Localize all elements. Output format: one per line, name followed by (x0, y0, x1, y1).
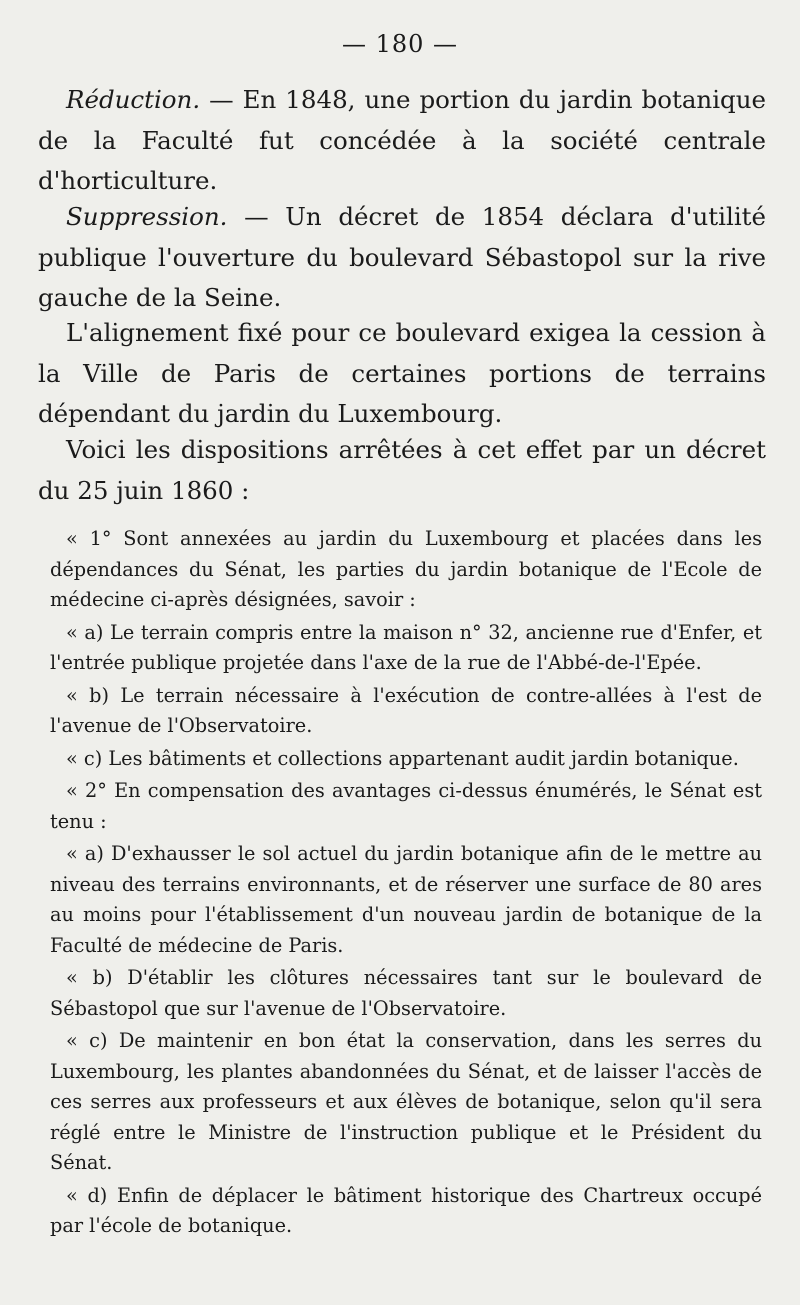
decree-item-2d: « d) Enfin de déplacer le bâtiment historique des Chartreux occupé par l'école de botanique. (50, 1183, 762, 1237)
decree-quotation (50, 524, 762, 1242)
paragraph-suppression (38, 197, 766, 319)
decree-item-1a: « a) Le terrain compris entre la maison n° 32, ancienne rue d'Enfer, et l'entrée publique projetée dans l'axe de la rue de l'Abbé-de-l'Epée. (50, 620, 762, 674)
decree-article-2: « 2° En compensation des avantages ci-dessus énumérés, le Sénat est tenu : (50, 779, 762, 833)
page-number: — 180 — (341, 30, 459, 58)
decree-item-2b: « b) D'établir les clôtures nécessaires tant sur le boulevard de Sébastopol que sur l'avenue de l'Observatoire. (50, 966, 762, 1020)
reduction-text: — En 1848, une portion du jardin botanique de la Faculté fut concédée à la société centrale d'horticulture. (38, 85, 766, 195)
voici-text: Voici les dispositions arrêtées à cet effet par un décret du 25 juin 1860 : (38, 435, 766, 505)
paragraph-voici (38, 430, 766, 511)
alignement-text: L'alignement fixé pour ce boulevard exigea la cession à la Ville de Paris de certaines portions de terrains dépendant du jardin du Luxembourg. (38, 318, 766, 428)
decree-item-2a: « a) D'exhausser le sol actuel du jardin botanique afin de le mettre au niveau des terrains environnants, et de réserver une surface de 80 ares au moins pour l'établissement d'un nouveau jardin de botanique de la Faculté de médecine de Paris. (50, 842, 762, 957)
reduction-heading: Réduction. (66, 85, 201, 114)
decree-item-2c: « c) De maintenir en bon état la conservation, dans les serres du Luxembourg, les plantes abandonnées du Sénat, et de laisser l'accès de ces serres aux professeurs et aux élèves de botanique, selon qu'il sera réglé entre le Ministre de l'instruction publique et le Président du Sénat. (50, 1029, 762, 1174)
paragraph-alignement (38, 313, 766, 435)
suppression-heading: Suppression. (66, 202, 228, 231)
decree-item-1b: « b) Le terrain nécessaire à l'exécution de contre-allées à l'est de l'avenue de l'Observatoire. (50, 683, 762, 737)
decree-article-1: « 1° Sont annexées au jardin du Luxembourg et placées dans les dépendances du Sénat, les parties du jardin botanique de l'Ecole de médecine ci-après désignées, savoir : (50, 527, 762, 611)
paragraph-reduction (38, 80, 766, 202)
decree-item-1c: « c) Les bâtiments et collections appartenant audit jardin botanique. (66, 746, 739, 770)
suppression-text: — Un décret de 1854 déclara d'utilité publique l'ouverture du boulevard Sébastopol sur la rive gauche de la Seine. (38, 202, 766, 312)
